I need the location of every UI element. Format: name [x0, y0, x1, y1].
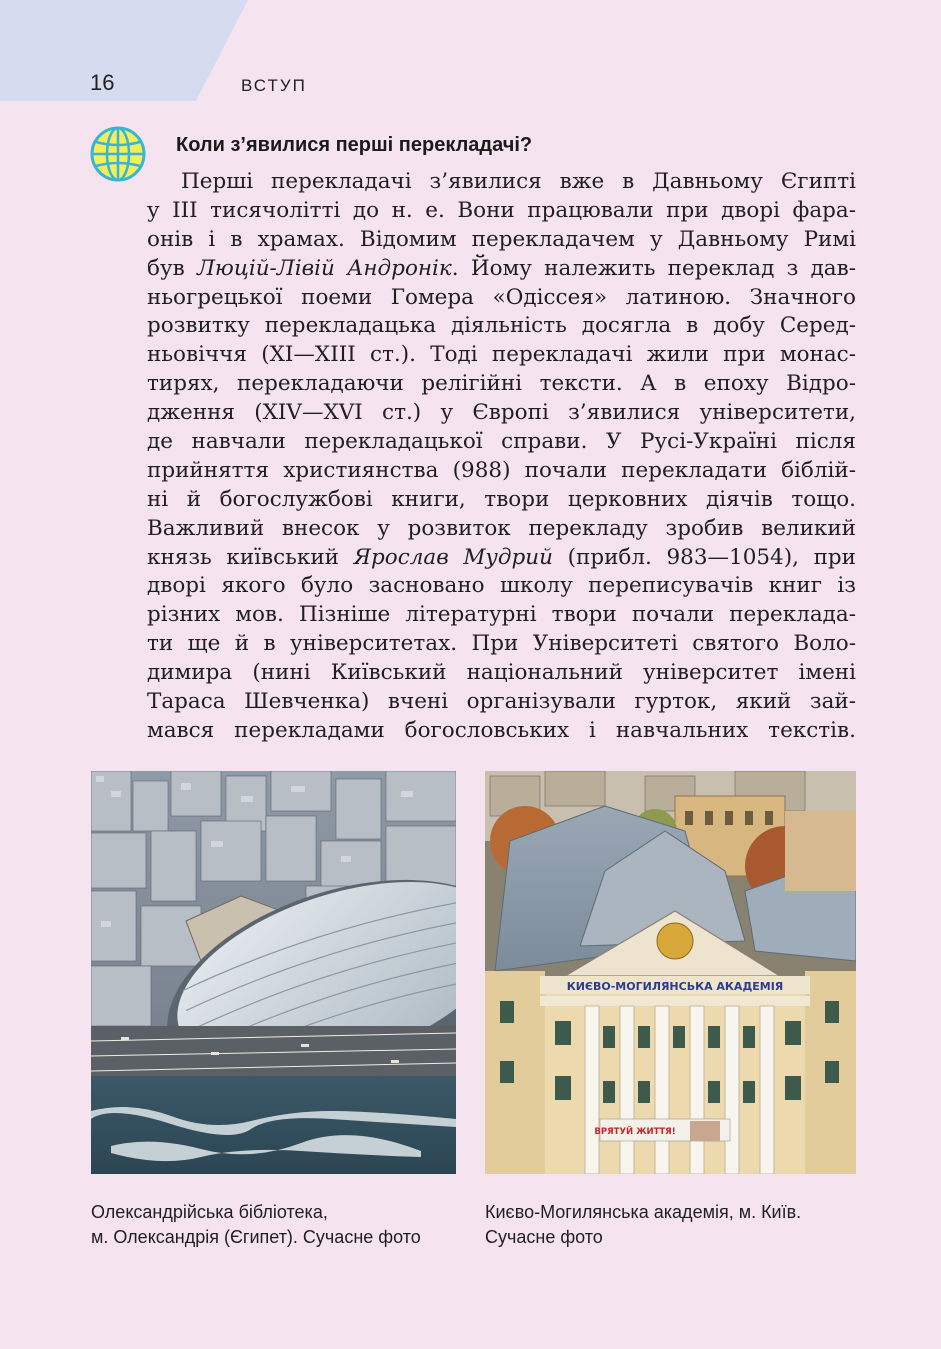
- banner-text: ВРЯТУЙ ЖИТТЯ!: [594, 1127, 676, 1137]
- paragraph-line: [147, 168, 856, 197]
- text-run: ньогрецької поеми Гомера «Одіссея» латиною. Значного: [147, 284, 856, 310]
- paragraph-line: [147, 399, 856, 428]
- caption-left: [91, 1200, 471, 1250]
- text-run: де навчали перекладацької справи. У Русі-Україні після: [147, 429, 856, 455]
- text-run: був: [147, 255, 197, 281]
- text-run: ти ще й в університетах. При Університеті святого Воло-: [147, 631, 856, 657]
- paragraph-line: [147, 341, 856, 370]
- page-number: 16: [90, 70, 115, 95]
- paragraph-line: [147, 601, 856, 630]
- italic-name: Люцій-Лівій Андронік: [196, 255, 452, 281]
- paragraph-line: [147, 572, 856, 601]
- alexandria-library-photo: [91, 771, 456, 1174]
- paragraph-line: [147, 370, 856, 399]
- paragraph-line: [147, 717, 856, 746]
- paragraph-line: [147, 255, 856, 284]
- section-question-heading: Коли з’явилися перші перекладачі?: [176, 134, 533, 156]
- paragraph-line: [147, 457, 856, 486]
- italic-name: Ярослав Мудрий: [353, 544, 553, 570]
- academy-sign: КИЄВО-МОГИЛЯНСЬКА АКАДЕМІЯ: [566, 980, 784, 993]
- text-run: мався перекладами богословських і навчальних текстів.: [147, 717, 856, 743]
- text-run: князь київський: [147, 544, 354, 570]
- caption-left-line2: м. Олександрія (Єгипет). Сучасне фото: [91, 1227, 421, 1247]
- caption-right: [485, 1200, 865, 1250]
- paragraph-line: [147, 284, 856, 313]
- paragraph-line: [147, 197, 856, 226]
- text-run: Важливий внесок у розвиток перекладу зробив великий: [147, 515, 856, 541]
- paragraph-line: [147, 486, 856, 515]
- paragraph-line: [147, 688, 856, 717]
- text-run: різних мов. Пізніше літературні твори почали переклада-: [147, 602, 856, 628]
- paragraph-line: [147, 659, 856, 688]
- text-run: онів і в храмах. Відомим перекладачем у Давньому Римі: [147, 226, 856, 252]
- paragraph-line: [147, 312, 856, 341]
- header-tab: [0, 0, 248, 101]
- text-run: ньовіччя (XI—XIII ст.). Тоді перекладачі жили при монас-: [147, 342, 856, 368]
- text-run: дження (XIV—XVI ст.) у Європі з’явилися університети,: [147, 400, 856, 426]
- paragraph-line: [147, 428, 856, 457]
- text-run: Перші перекладачі з’явилися вже в Давньому Єгипті: [181, 169, 856, 194]
- caption-left-line1: Олександрійська бібліотека,: [91, 1202, 328, 1222]
- text-run: у III тисячолітті до н. е. Вони працювали при дворі фара-: [147, 197, 856, 223]
- text-run: дворі якого було засновано школу переписувачів книг із: [147, 573, 856, 599]
- text-run: ні й богослужбові книги, твори церковних діячів тощо.: [147, 486, 856, 512]
- paragraph-line: [147, 226, 856, 255]
- paragraph-line: [147, 515, 856, 544]
- paragraph-line: [147, 630, 856, 659]
- text-run: розвитку перекладацька діяльність досягла в добу Серед-: [147, 313, 856, 339]
- section-label: ВСТУП: [241, 76, 307, 95]
- paragraph-line: [147, 544, 856, 573]
- caption-right-line2: Сучасне фото: [485, 1227, 603, 1247]
- text-run: тирях, перекладаючи релігійні тексти. А в епоху Відро-: [147, 371, 856, 397]
- text-run: димира (нині Київський національний університет імені: [147, 660, 856, 686]
- text-run: (прибл. 983—1054), при: [552, 544, 856, 570]
- caption-right-line1: Києво-Могилянська академія, м. Київ.: [485, 1202, 802, 1222]
- kyiv-mohyla-academy-photo: [485, 771, 856, 1174]
- globe-icon: [90, 126, 146, 182]
- main-paragraph: [147, 168, 856, 746]
- text-run: Тараса Шевченка) вчені організували гурток, який зай-: [147, 689, 856, 715]
- text-run: . Йому належить переклад з дав-: [451, 255, 856, 281]
- text-run: прийняття християнства (988) почали перекладати біблій-: [147, 457, 856, 483]
